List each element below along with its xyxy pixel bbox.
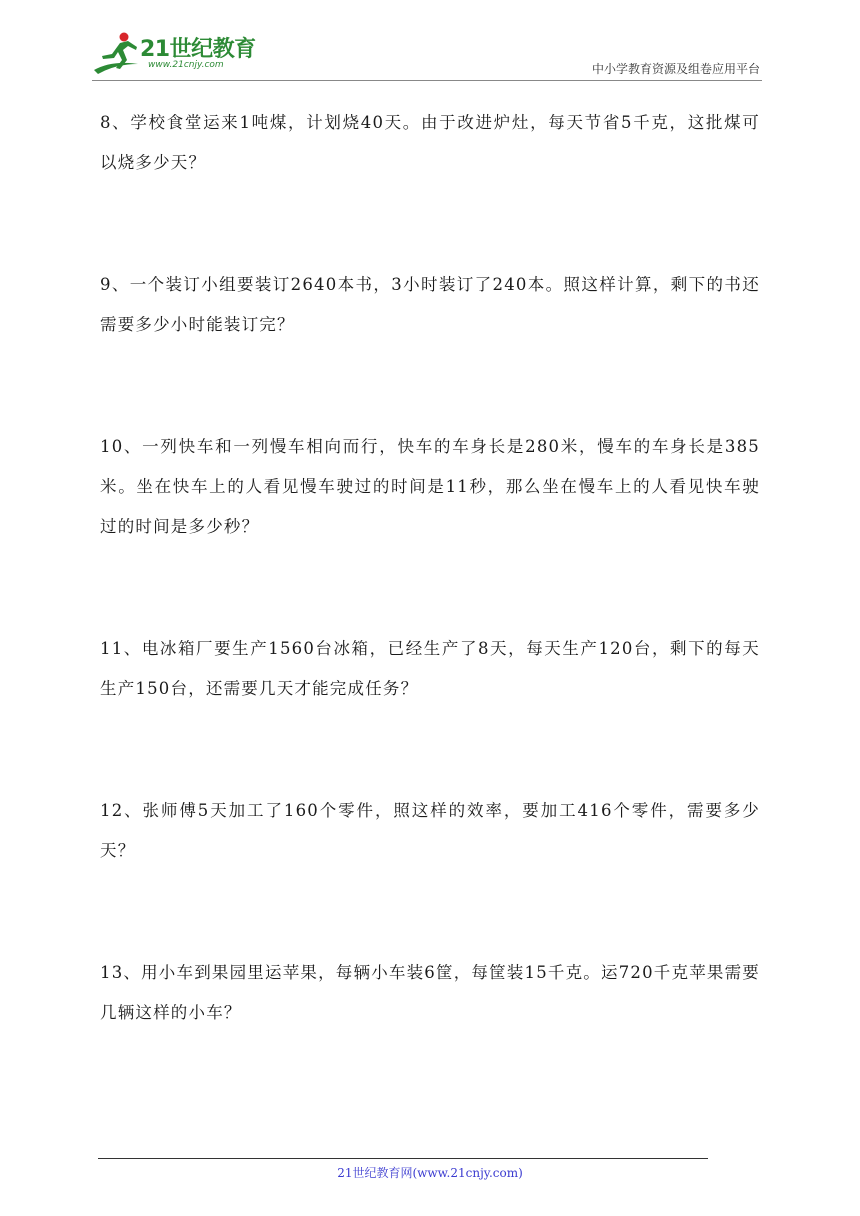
problem-11: 11、电冰箱厂要生产1560台冰箱，已经生产了8天，每天生产120台，剩下的每天生产150台，还需要几天才能完成任务？ [100,639,760,698]
footer-divider [98,1158,708,1159]
logo [92,30,282,76]
problem-13: 13、用小车到果园里运苹果，每辆小车装6筐，每筐装15千克。运720千克苹果需要几辆这样的小车？ [100,963,760,1022]
platform-tagline: 中小学教育资源及组卷应用平台 [591,62,760,76]
problem-10: 10、一列快车和一列慢车相向而行，快车的车身长是280米，慢车的车身长是385米。坐在快车上的人看见慢车驶过的时间是11秒，那么坐在慢车上的人看见快车驶过的时间是多少秒？ [100,437,760,536]
logo-title: 21世纪教育 [140,37,256,62]
footer-link[interactable]: 21世纪教育网(www.21cnjy.com) [337,1166,523,1180]
page-header [92,26,762,82]
problem-12: 12、张师傅5天加工了160个零件，照这样的效率，要加工416个零件，需要多少天？ [100,801,760,860]
logo-url: www.21cnjy.com [148,60,224,70]
problem-8: 8、学校食堂运来1吨煤，计划烧40天。由于改进炉灶，每天节省5千克，这批煤可以烧多少天？ [100,113,760,172]
problem-9: 9、一个装订小组要装订2640本书，3小时装订了240本。照这样计算，剩下的书还需要多少小时能装订完？ [100,275,760,334]
runner-logo-icon [92,30,142,76]
header-divider [92,80,762,81]
